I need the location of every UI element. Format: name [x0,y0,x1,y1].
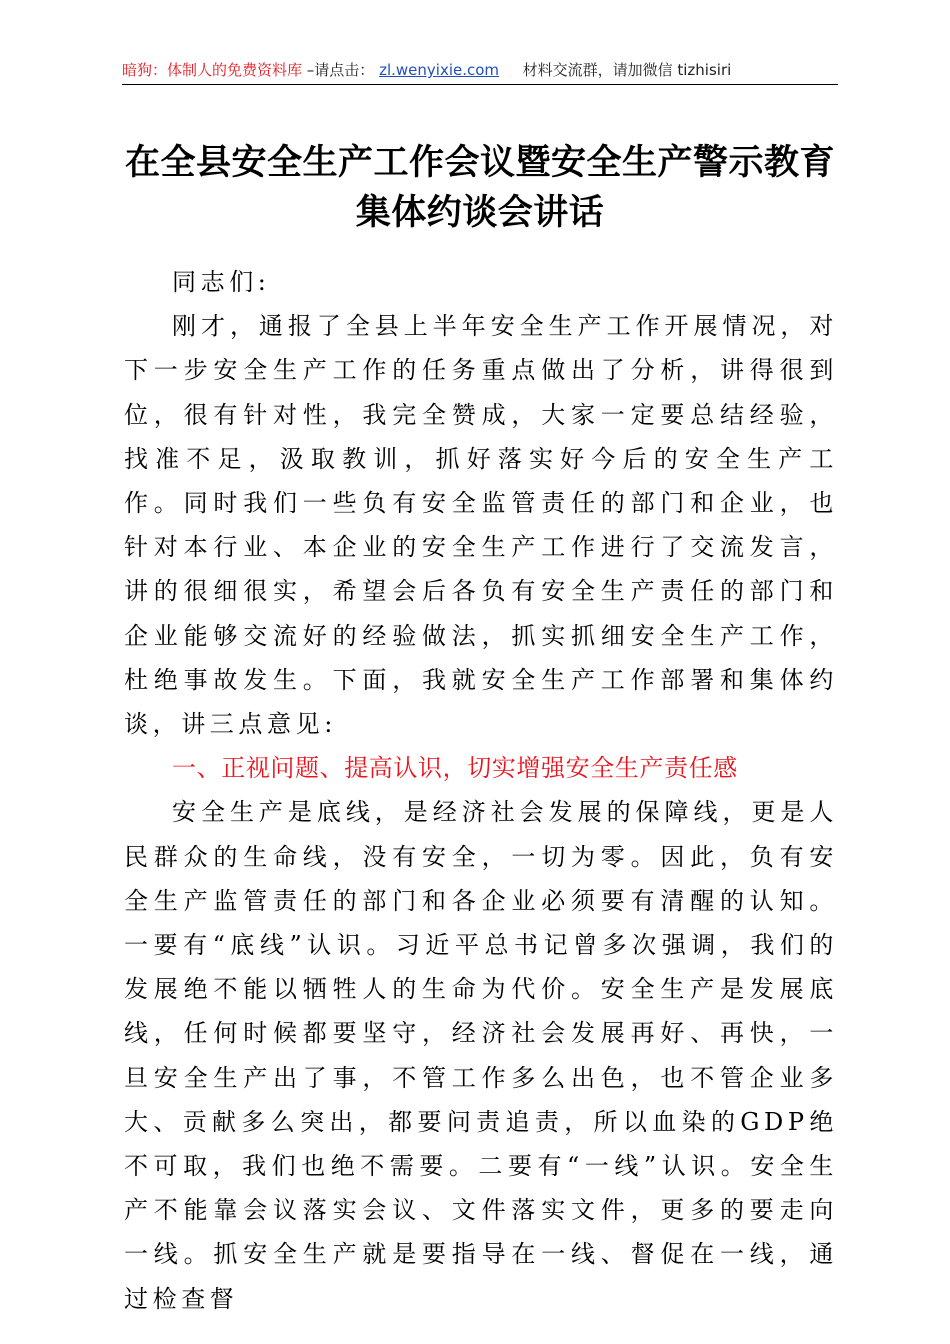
header-click-prompt: –请点击： [306,61,375,79]
paragraph-intro: 刚才，通报了全县上半年安全生产工作开展情况，对下一步安全生产工作的任务重点做出了分析，讲得很到位，很有针对性，我完全赞成，大家一定要总结经验，找准不足，汲取教训，抓好落实好今后的安全生产工作。同时我们一些负有安全监管责任的部门和企业，也针对本行业、本企业的安全生产工作进行了交流发言，讲的很细很实，希望会后各负有安全生产责任的部门和企业能够交流好的经验做法，抓实抓细安全生产工作，杜绝事故发生。下面，我就安全生产工作部署和集体约谈，讲三点意见: [124,312,838,739]
paragraph-section-1: 安全生产是底线，是经济社会发展的保障线，更是人民群众的生命线，没有安全，一切为零。因此，负有安全生产监管责任的部门和各企业必须要有清醒的认知。一要有“底线”认识。习近平总书记曾多次强调，我们的发展绝不能以牺牲人的生命为代价。安全生产是发展底线，任何时候都要坚守，经济社会发展再好、再快，一旦安全生产出了事，不管工作多么出色，也不管企业多大、贡献多么突出，都要问责追责，所以血染的GDP绝不可取，我们也绝不需要。二要有“一线”认识。安全生产不能靠会议落实会议、文件落实文件，更多的要走向一线。抓安全生产就是要指导在一线、督促在一线，通过检查督 [124,798,838,1313]
header-link[interactable]: zl.wenyixie.com [379,61,500,79]
salutation: 同志们: [172,268,271,296]
page-header [122,58,838,82]
title-line-2: 集体约谈会讲话 [355,192,605,233]
header-divider [122,84,838,85]
document-body [124,260,838,1321]
title-line-1: 在全县安全生产工作会议暨安全生产警示教育 [124,142,835,183]
header-wechat-note: 材料交流群，请加微信 tizhisiri [522,61,732,79]
header-site-name: 暗狗：体制人的免费资料库 [122,61,303,79]
page-title [100,138,860,238]
section-heading-1: 一、正视问题、提高认识，切实增强安全生产责任感 [172,754,738,783]
